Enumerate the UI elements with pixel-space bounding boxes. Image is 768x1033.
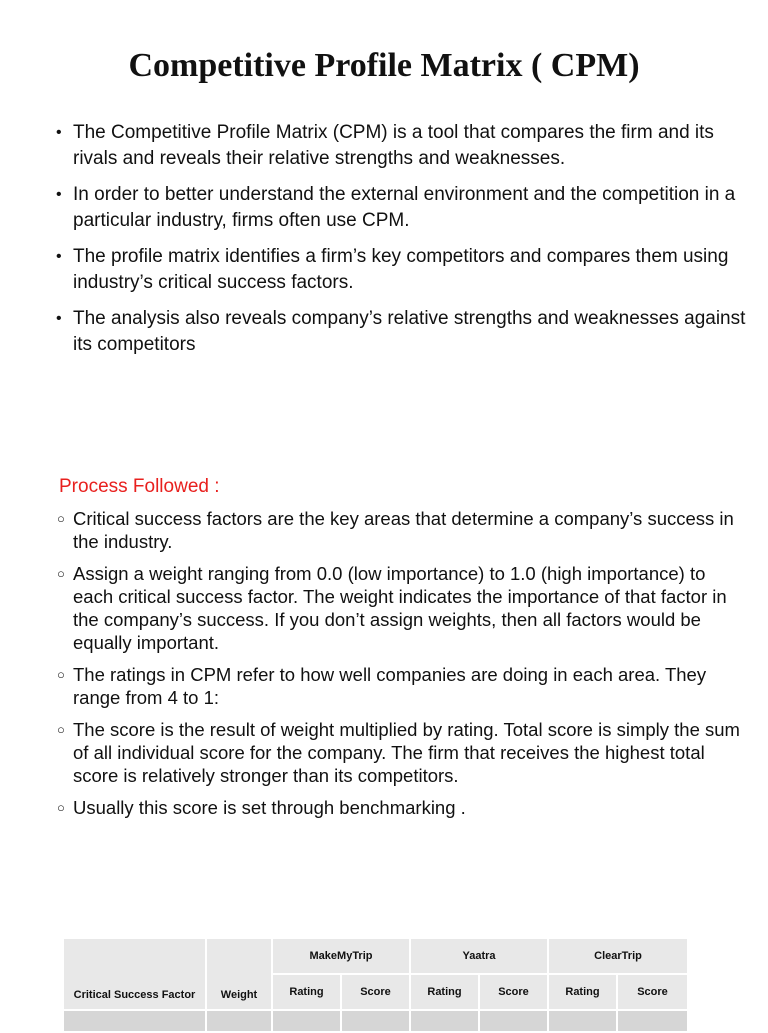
process-step-item (57, 796, 747, 819)
table-cell (272, 1010, 341, 1032)
column-header-rating: Rating (410, 974, 479, 1010)
column-header-score: Score (617, 974, 688, 1010)
column-header-factor (63, 938, 206, 1010)
hollow-circle-icon: ○ (57, 722, 65, 737)
column-header-rating: Rating (272, 974, 341, 1010)
table-cell (548, 1010, 617, 1032)
process-step-item (57, 507, 747, 553)
hollow-circle-icon: ○ (57, 566, 65, 581)
intro-bullet-item (56, 244, 746, 296)
intro-bullet-text: The analysis also reveals company’s relative strengths and weaknesses against its competitors (73, 308, 746, 355)
process-step-text: Critical success factors are the key areas that determine a company’s success in the industry. (73, 508, 734, 552)
process-step-item (57, 663, 747, 709)
table-cell (479, 1010, 548, 1032)
intro-bullet-item (56, 182, 746, 234)
company-header-makemytrip: MakeMyTrip (272, 938, 410, 974)
page-title: Competitive Profile Matrix ( CPM) (128, 47, 640, 84)
hollow-circle-icon: ○ (57, 511, 65, 526)
table-cell (206, 1010, 272, 1032)
process-step-item (57, 562, 747, 654)
column-header-score: Score (341, 974, 410, 1010)
table-cell (617, 1010, 688, 1032)
table-cell (410, 1010, 479, 1032)
bullet-dot-icon: • (56, 248, 62, 265)
column-header-weight (206, 938, 272, 1010)
hollow-circle-icon: ○ (57, 667, 65, 682)
bullet-dot-icon: • (56, 186, 62, 203)
table-cell (341, 1010, 410, 1032)
process-step-text: The ratings in CPM refer to how well companies are doing in each area. They range from 4 to 1: (73, 664, 707, 708)
intro-bullet-list (56, 120, 746, 368)
column-header-weight-label: Weight (220, 989, 258, 1001)
table-header-row (63, 938, 688, 974)
company-header-yaatra: Yaatra (410, 938, 548, 974)
intro-bullet-item (56, 306, 746, 358)
process-step-text: Usually this score is set through benchmarking . (73, 797, 466, 818)
intro-bullet-text: The Competitive Profile Matrix (CPM) is a tool that compares the firm and its rivals and reveals their relative strengths and weaknesses. (73, 122, 714, 169)
process-step-text: Assign a weight ranging from 0.0 (low importance) to 1.0 (high importance) to each critical success factor. The weight indicates the importance of that factor in the company’s success. If you don’t assign weights, then all factors would be equally important. (73, 563, 727, 653)
intro-bullet-text: The profile matrix identifies a firm’s key competitors and compares them using industry’s critical success factors. (73, 246, 729, 293)
bullet-dot-icon: • (56, 124, 62, 141)
table-cell (63, 1010, 206, 1032)
process-heading: Process Followed : (59, 476, 220, 497)
column-header-factor-label: Critical Success Factor (73, 989, 196, 1001)
company-header-cleartrip: ClearTrip (548, 938, 688, 974)
intro-bullet-item (56, 120, 746, 172)
column-header-score: Score (479, 974, 548, 1010)
table-row (63, 1010, 688, 1032)
process-step-list (57, 507, 747, 828)
column-header-rating: Rating (548, 974, 617, 1010)
process-step-item (57, 718, 747, 787)
hollow-circle-icon: ○ (57, 800, 65, 815)
process-step-text: The score is the result of weight multiplied by rating. Total score is simply the sum of all individual score for the company. The firm that receives the highest total score is relatively stronger than its competitors. (73, 719, 740, 786)
cpm-table (62, 937, 689, 1033)
intro-bullet-text: In order to better understand the external environment and the competition in a particular industry, firms often use CPM. (73, 184, 736, 231)
bullet-dot-icon: • (56, 310, 62, 327)
